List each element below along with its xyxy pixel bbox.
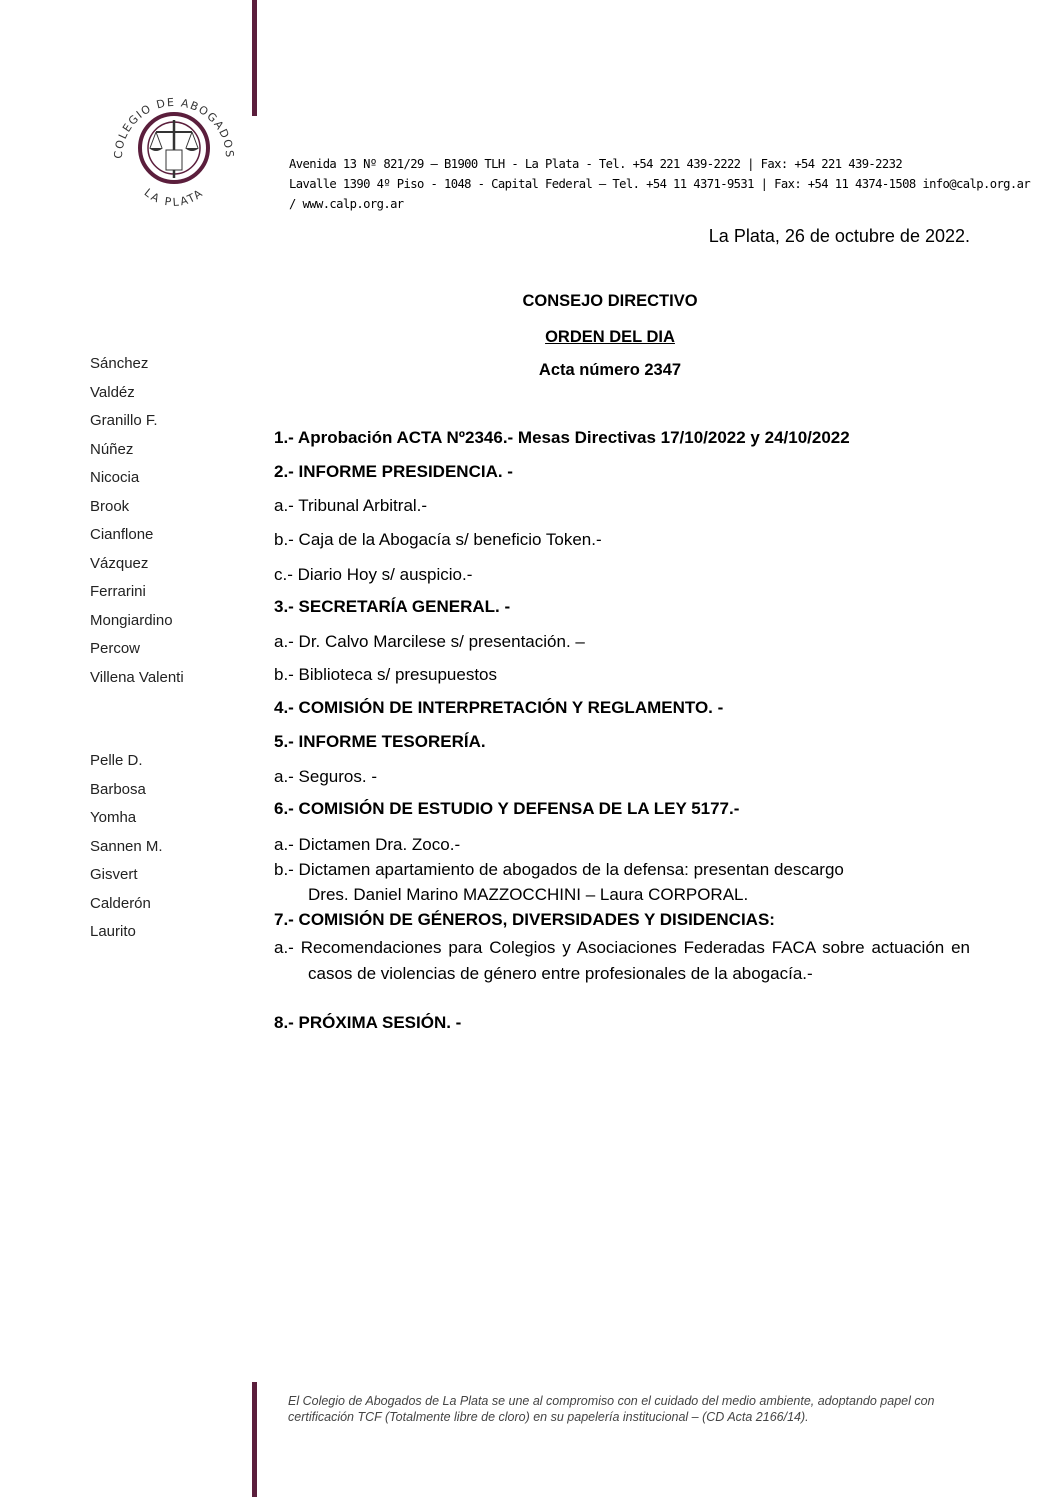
agenda-subitem: a.- Recomendaciones para Colegios y Asociaciones Federadas FACA sobre actuación en casos de violencias de género entre profesionales de la abogacía.- xyxy=(274,938,970,983)
agenda-subitem: a.- Dr. Calvo Marcilese s/ presentación. – xyxy=(274,632,585,651)
member-name: Laurito xyxy=(90,923,136,940)
member-name: Valdéz xyxy=(90,383,135,401)
member-name: Yomha xyxy=(90,809,137,826)
members-list-1 xyxy=(90,350,184,692)
member-name: Brook xyxy=(90,497,130,515)
acta-number: Acta número 2347 xyxy=(538,361,682,379)
address-line: Lavalle 1390 4º Piso - 1048 - Capital Federal – Tel. +54 11 4371-9531 | Fax: +54 11 4374-1508 info@calp.org.ar xyxy=(289,177,1031,191)
agenda-item-2: 2.- INFORME PRESIDENCIA. - xyxy=(274,462,513,481)
member-name: Nicocia xyxy=(90,469,140,486)
logo-top-text: COLEGIO DE ABOGADOS xyxy=(111,95,237,160)
member-name: Cianflone xyxy=(90,526,154,543)
agenda-item-8: 8.- PRÓXIMA SESIÓN. - xyxy=(274,1013,462,1032)
svg-text:LA PLATA xyxy=(142,186,207,209)
address-line: / www.calp.org.ar xyxy=(289,197,404,211)
member-name: Pelle D. xyxy=(90,752,143,769)
member-name: Barbosa xyxy=(90,780,146,798)
agenda-subitem-continued: Dres. Daniel Marino MAZZOCCHINI – Laura CORPORAL. xyxy=(308,885,749,904)
agenda-subitem: b.- Caja de la Abogacía s/ beneficio Token.- xyxy=(274,530,602,549)
agenda-subitem: b.- Biblioteca s/ presupuestos xyxy=(274,665,498,684)
member-name: Granillo F. xyxy=(90,412,158,429)
colegio-logo xyxy=(100,80,248,220)
logo-bottom-text: LA PLATA xyxy=(141,185,207,209)
address-line: Avenida 13 Nº 821/29 – B1900 TLH - La Plata - Tel. +54 221 439-2222 | Fax: +54 221 439-2232 xyxy=(289,157,903,171)
member-name: Vázquez xyxy=(90,554,149,572)
member-name: Núñez xyxy=(90,440,134,458)
agenda-item-7: 7.- COMISIÓN DE GÉNEROS, DIVERSIDADES Y DISIDENCIAS: xyxy=(274,910,775,929)
footer-accent-bar xyxy=(252,1382,257,1497)
member-name: Ferrarini xyxy=(90,583,146,600)
letterhead-address xyxy=(289,154,1029,214)
member-name: Sánchez xyxy=(90,355,149,372)
agenda-subitem: a.- Tribunal Arbitral.- xyxy=(274,496,428,515)
agenda-subitem: c.- Diario Hoy s/ auspicio.- xyxy=(274,565,473,584)
member-name: Villena Valenti xyxy=(90,668,184,686)
agenda-item-1: 1.- Aprobación ACTA Nº2346.- Mesas Directivas 17/10/2022 y 24/10/2022 xyxy=(274,428,850,447)
footer-note: El Colegio de Abogados de La Plata se une al compromiso con el cuidado del medio ambiente, adoptando papel con certificación TCF (Totalmente libre de cloro) en su papelería institucional – (CD Acta 2166/14). xyxy=(288,1394,935,1424)
document-date: La Plata, 26 de octubre de 2022. xyxy=(708,226,970,246)
member-name: Percow xyxy=(90,640,141,657)
agenda-item-3: 3.- SECRETARÍA GENERAL. - xyxy=(274,597,511,616)
member-name: Calderón xyxy=(90,894,151,912)
letterhead-accent-bar xyxy=(252,0,257,116)
agenda-subitem: a.- Dictamen Dra. Zoco.- xyxy=(274,835,461,854)
agenda-item-4: 4.- COMISIÓN DE INTERPRETACIÓN Y REGLAMENTO. - xyxy=(274,698,724,717)
member-name: Gisvert xyxy=(90,866,138,883)
agenda-subitem: b.- Dictamen apartamiento de abogados de la defensa: presentan descargo xyxy=(274,860,844,879)
member-name: Mongiardino xyxy=(90,611,173,629)
document-subtitle: ORDEN DEL DIA xyxy=(545,328,675,346)
document-title: CONSEJO DIRECTIVO xyxy=(522,292,698,310)
agenda-item-6: 6.- COMISIÓN DE ESTUDIO Y DEFENSA DE LA LEY 5177.- xyxy=(274,799,740,818)
agenda-item-5: 5.- INFORME TESORERÍA. xyxy=(274,732,486,751)
agenda-subitem: a.- Seguros. - xyxy=(274,767,377,786)
members-list-2 xyxy=(90,747,163,947)
member-name: Sannen M. xyxy=(90,837,163,855)
